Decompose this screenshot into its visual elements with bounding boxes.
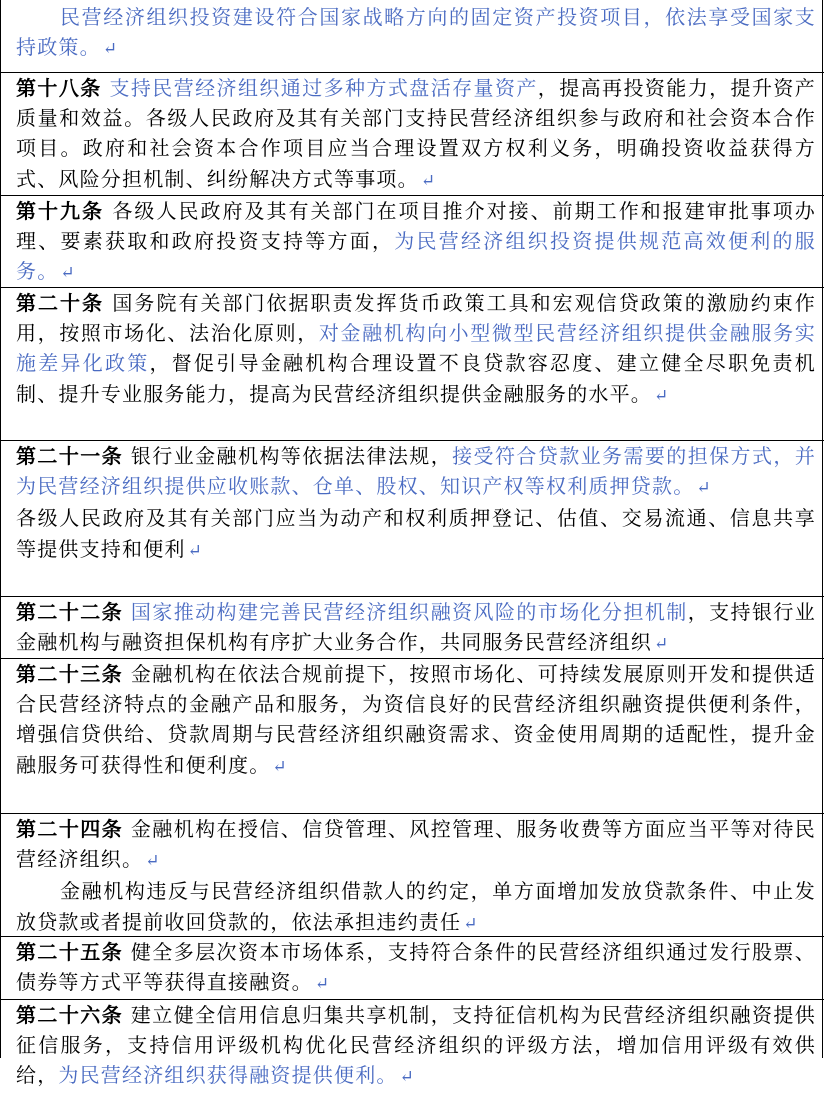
article-text: 各级人民政府及其有关部门在项目推介对接、前期工作和报建审批事项办理、要素获取和政府投资支持等方面， [16,199,816,254]
article-number: 第十八条 [16,76,102,100]
paragraph-mark-icon: ↵ [102,39,119,60]
article-number: 第二十一条 [16,444,124,468]
table-row [0,999,824,1095]
paragraph-mark-icon: ↵ [654,634,670,655]
article-paragraph [16,503,816,565]
highlighted-text: 民营经济组织投资建设符合国家战略方向的固定资产投资项目，依法享受国家支持政策。 [16,5,816,60]
article-paragraph [16,659,816,782]
article-paragraph [16,814,816,876]
paragraph-mark-icon: ↵ [314,974,331,995]
table-row [0,72,824,195]
article-paragraph [16,73,816,196]
paragraph-mark-icon: ↵ [145,851,161,872]
article-text: 健全多层次资本市场体系，支持符合条件的民营经济组织通过发行股票、债券等方式平等获得直接融资。 [16,940,817,995]
table-border-left [0,0,1,1058]
article-text: ，提高再投资能力，提升资产质量和效益。各级人民政府及其有关部门支持民营经济组织参与政府和社会资本合作项目。政府和社会资本合作项目应当合理设置双方权利义务，明确投资收益获得方式、风险分担机制、纠纷解决方式等事项。 [16,76,816,191]
article-text: 银行业金融机构等依据法律法规， [130,444,453,468]
table-row [0,596,824,658]
article-text: ，督促引导金融机构合理设置不良贷款容忍度、建立健全尽职免责机制、提升专业服务能力，提高为民营经济组织提供金融服务的水平。 [16,351,817,406]
table-row [0,287,824,440]
article-paragraph [16,597,816,659]
highlighted-text: 为民营经济组织投资提供规范高效便利的服务。 [16,229,816,284]
article-paragraph [16,2,816,64]
article-paragraph [16,876,816,938]
article-text: 金融机构在授信、信贷管理、风控管理、服务收费等方面应当平等对待民营经济组织。 [16,817,817,872]
paragraph-mark-icon: ↵ [60,263,76,284]
highlighted-text: 国家推动构建完善民营经济组织融资风险的市场化分担机制 [130,600,688,624]
article-text: 金融机构在依法合规前提下，按照市场化、可持续发展原则开发和提供适合民营经济特点的金融产品和服务，为资信良好的民营经济组织融资提供便利条件，增强信贷供给、贷款周期与民营经济组织融资需求、资金使用周期的适配性，提升金融服务可获得性和便利度。 [16,662,817,777]
table-row [0,440,824,596]
article-number: 第二十二条 [16,600,124,624]
paragraph-mark-icon: ↵ [654,385,670,406]
table-row [0,813,824,936]
article-text: 建立健全信用信息归集共享机制，支持征信机构为民营经济组织融资提供征信服务，支持信用评级机构优化民营经济组织的评级方法，增加信用评级有效供给， [16,1003,817,1088]
paragraph-mark-icon: ↵ [272,756,288,777]
table-row [0,936,824,999]
article-number: 第十九条 [16,199,105,223]
article-paragraph [16,196,816,289]
paragraph-mark-icon: ↵ [187,540,204,561]
table-border-right [822,0,823,1058]
highlighted-text: 支持民营经济组织通过多种方式盘活存量资产 [109,76,538,100]
article-number: 第二十三条 [16,662,124,686]
article-paragraph [16,288,816,411]
article-text: 金融机构违反与民营经济组织借款人的约定，单方面增加发放贷款条件、中止发放贷款或者提前收回贷款的，依法承担违约责任 [16,879,816,934]
paragraph-mark-icon: ↵ [463,913,479,934]
article-number: 第二十四条 [16,817,124,841]
article-number: 第二十条 [16,291,105,315]
table-row [0,658,824,813]
highlighted-text: 对金融机构向小型微型民营经济组织提供金融服务实施差异化政策 [16,321,816,376]
article-number: 第二十五条 [16,940,124,964]
article-text: 国务院有关部门依据职责发挥货币政策工具和宏观信贷政策的激励约束作用，按照市场化、法治化原则， [16,291,816,346]
paragraph-mark-icon: ↵ [420,170,437,191]
highlighted-text: 为民营经济组织获得融资提供便利。 [58,1063,398,1088]
article-text: ，支持银行业金融机构与融资担保机构有序扩大业务合作，共同服务民营经济组织 [16,600,817,655]
article-number: 第二十六条 [16,1003,124,1027]
article-paragraph [16,441,816,503]
table-row [0,0,824,72]
article-paragraph [16,1000,816,1093]
article-paragraph [16,937,816,999]
article-text: 各级人民政府及其有关部门应当为动产和权利质押登记、估值、交易流通、信息共享等提供支持和便利 [16,506,816,561]
table-row [0,195,824,287]
paragraph-mark-icon: ↵ [399,1067,416,1088]
highlighted-text: 接受符合贷款业务需要的担保方式，并为民营经济组织提供应收账款、仓单、股权、知识产权等权利质押贷款。 [16,444,817,499]
paragraph-mark-icon: ↵ [696,478,712,499]
